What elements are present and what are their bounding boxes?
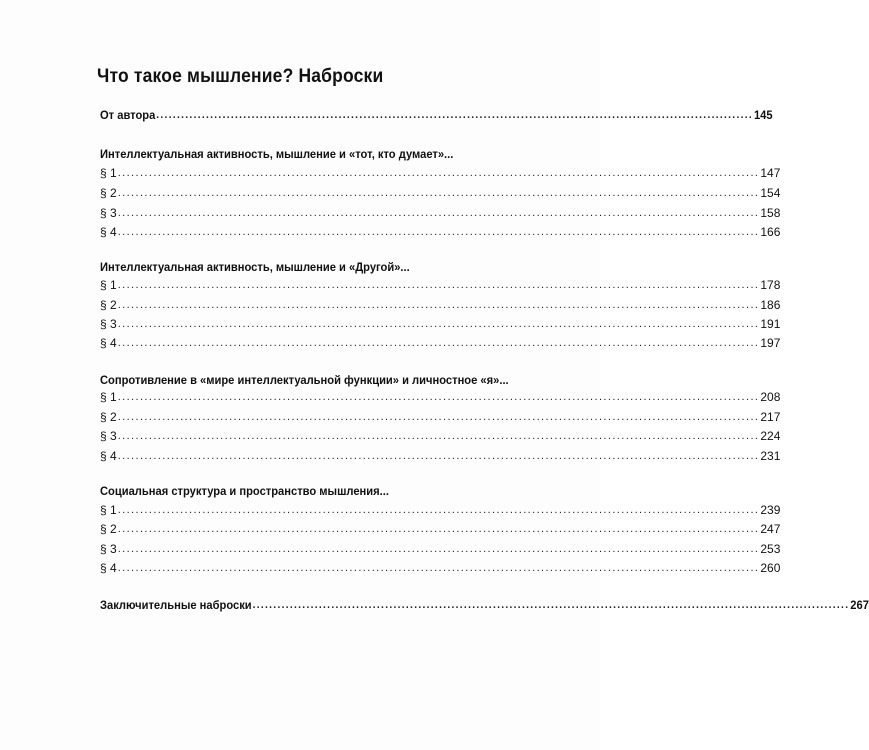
toc-page-number: 224 (760, 429, 781, 443)
dot-leader: ................................................................................................................................................ (117, 279, 760, 291)
toc-entry[interactable] (100, 499, 781, 517)
toc-entry[interactable] (100, 274, 781, 292)
toc-page-number: 186 (760, 298, 781, 312)
toc-page-number: 147 (760, 166, 781, 180)
dot-leader: ................................................................................................................................................ (117, 226, 760, 238)
toc-entry-label: § 1 (100, 390, 117, 404)
toc-entry-label: § 1 (100, 503, 117, 517)
toc-entry-label: § 3 (100, 542, 117, 556)
dot-leader: ................................................................................................................................................ (117, 391, 760, 403)
dot-leader: ................................................................................................................................................ (117, 450, 760, 462)
dot-leader: ................................................................................................................................................ (252, 599, 850, 611)
toc-entry-label: § 1 (100, 166, 117, 180)
toc-entry-label: § 3 (100, 429, 117, 443)
section-heading: Интеллектуальная активность, мышление и «тот, кто думает»... (100, 147, 454, 161)
toc-entry-label: Заключительные наброски (100, 598, 252, 612)
toc-entry-label: § 2 (100, 186, 117, 200)
toc-page-number: 239 (760, 503, 781, 517)
toc-entry-label: § 4 (100, 561, 117, 575)
dot-leader: ................................................................................................................................................ (117, 167, 760, 179)
toc-entry-label: § 4 (100, 449, 117, 463)
dot-leader: ................................................................................................................................................ (117, 523, 760, 535)
toc-entry[interactable] (100, 406, 781, 424)
dot-leader: ................................................................................................................................................ (117, 504, 760, 516)
toc-entry[interactable] (100, 162, 781, 180)
toc-entry[interactable] (100, 386, 781, 404)
toc-entry[interactable] (100, 294, 781, 312)
toc-entry[interactable] (100, 445, 781, 463)
dot-leader: ................................................................................................................................................ (117, 187, 760, 199)
toc-page-number: 158 (760, 206, 781, 220)
dot-leader: ................................................................................................................................................ (117, 207, 760, 219)
toc-page-number: 231 (760, 449, 781, 463)
toc-entry-label: § 2 (100, 522, 117, 536)
toc-entry-label: § 2 (100, 410, 117, 424)
dot-leader: ................................................................................................................................................ (117, 318, 760, 330)
toc-entry[interactable] (100, 518, 781, 536)
toc-entry[interactable] (100, 538, 781, 556)
toc-entry[interactable] (100, 425, 781, 443)
toc-entry[interactable] (100, 557, 781, 575)
dot-leader: ................................................................................................................................................ (156, 109, 754, 121)
toc-page-number: 247 (760, 522, 781, 536)
toc-entry-label: § 4 (100, 225, 117, 239)
toc-page-number: 197 (760, 336, 781, 350)
toc-entry[interactable] (100, 313, 781, 331)
dot-leader: ................................................................................................................................................ (117, 411, 760, 423)
toc-title: Что такое мышление? Наброски (97, 66, 384, 87)
toc-page-number: 191 (760, 317, 781, 331)
toc-page-number: 267 (850, 598, 869, 612)
toc-entry-label: § 2 (100, 298, 117, 312)
toc-entry-foreword[interactable] (100, 104, 773, 122)
dot-leader: ................................................................................................................................................ (117, 562, 760, 574)
toc-entry-conclusion[interactable] (100, 594, 869, 612)
dot-leader: ................................................................................................................................................ (117, 430, 760, 442)
toc-page-number: 253 (760, 542, 781, 556)
toc-page-number: 217 (760, 410, 781, 424)
section-heading: Интеллектуальная активность, мышление и «Другой»... (100, 260, 410, 274)
toc-page-number: 145 (753, 108, 773, 122)
toc-entry-label: § 1 (100, 278, 117, 292)
toc-page-number: 154 (760, 186, 781, 200)
toc-page-number: 166 (760, 225, 781, 239)
toc-entry-label: От автора (100, 108, 156, 122)
toc-page-number: 208 (760, 390, 781, 404)
section-heading: Сопротивление в «мире интеллектуальной функции» и личностное «я»... (100, 373, 509, 387)
toc-entry[interactable] (100, 332, 781, 350)
toc-entry-label: § 3 (100, 317, 117, 331)
dot-leader: ................................................................................................................................................ (117, 299, 760, 311)
dot-leader: ................................................................................................................................................ (117, 337, 760, 349)
dot-leader: ................................................................................................................................................ (117, 543, 760, 555)
toc-entry-label: § 4 (100, 336, 117, 350)
toc-entry-label: § 3 (100, 206, 117, 220)
toc-page-number: 260 (760, 561, 781, 575)
toc-entry[interactable] (100, 202, 781, 220)
toc-page-number: 178 (760, 278, 781, 292)
toc-entry[interactable] (100, 182, 781, 200)
toc-entry[interactable] (100, 221, 781, 239)
section-heading: Социальная структура и пространство мышления... (100, 484, 389, 498)
